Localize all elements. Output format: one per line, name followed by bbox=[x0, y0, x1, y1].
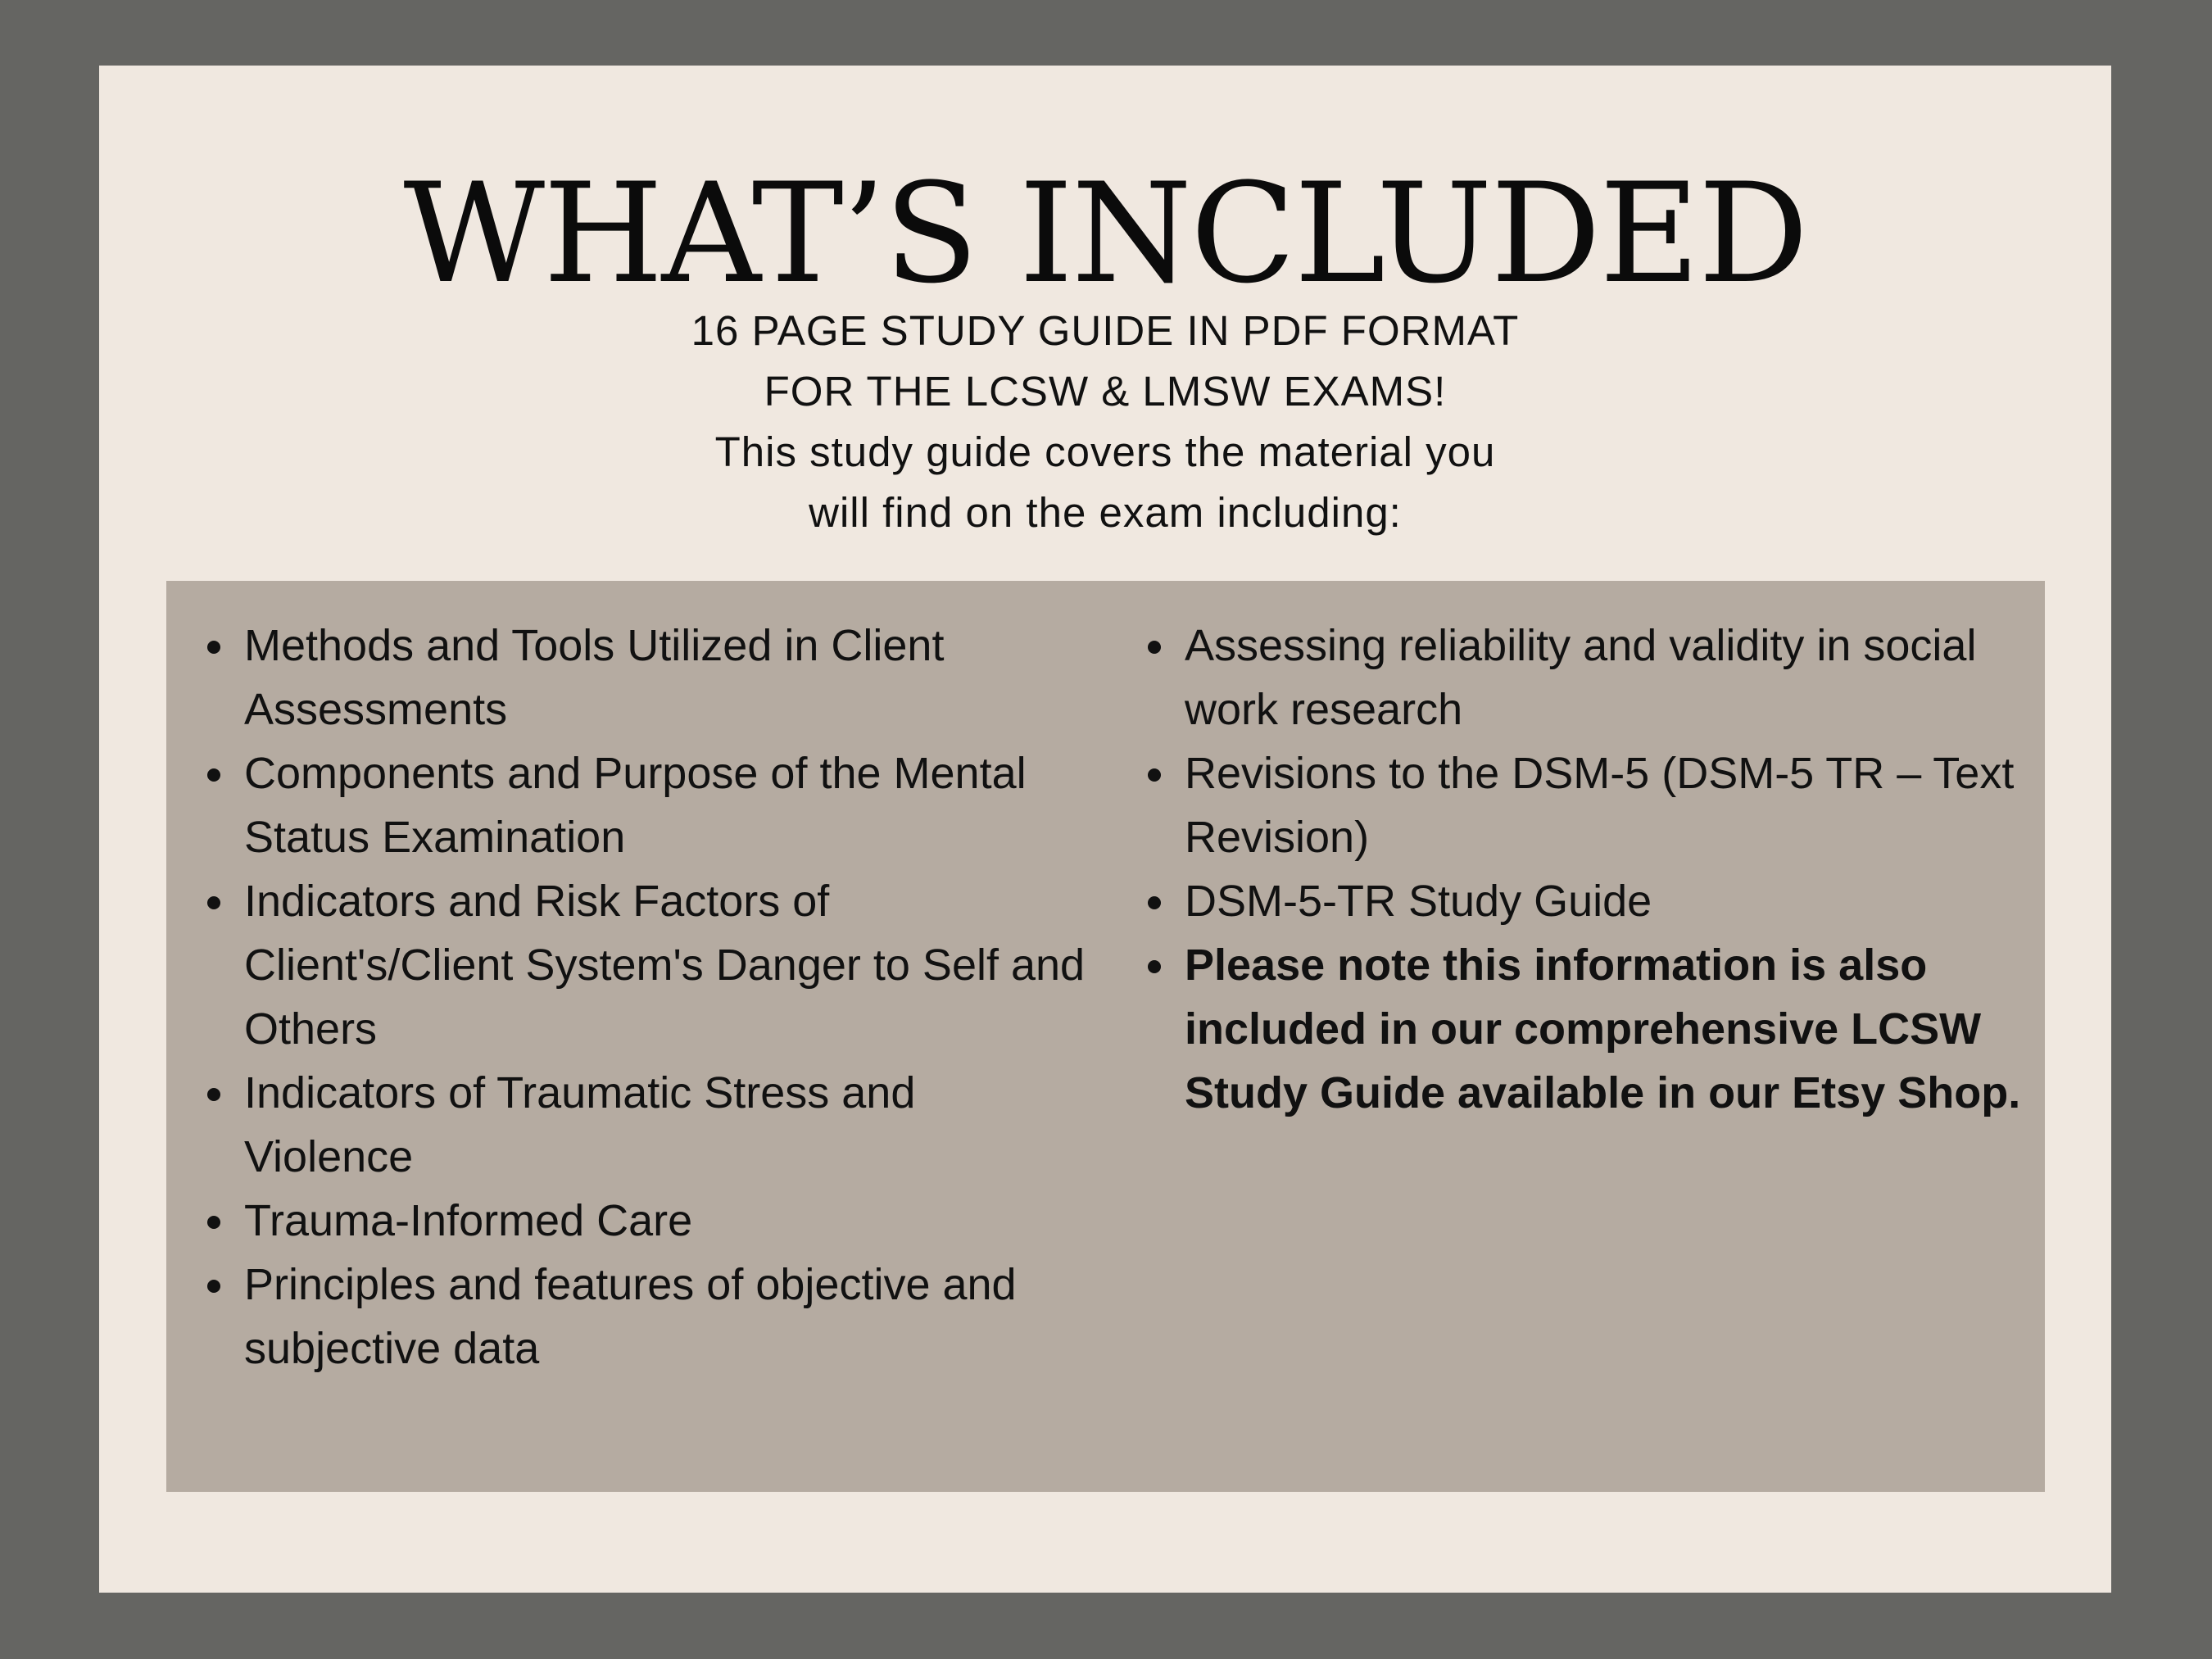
intro-line-4: will find on the exam including: bbox=[809, 489, 1402, 536]
list-item: Indicators and Risk Factors of Client's/Client System's Danger to Self and Others bbox=[244, 869, 1096, 1061]
topics-panel bbox=[166, 581, 2045, 1492]
list-item: Assessing reliability and validity in social work research bbox=[1185, 614, 2028, 741]
list-item: Principles and features of objective and subjective data bbox=[244, 1253, 1096, 1380]
list-item: Indicators of Traumatic Stress and Violence bbox=[244, 1061, 1096, 1189]
intro-line-1: 16 PAGE STUDY GUIDE IN PDF FORMAT bbox=[691, 307, 1520, 354]
topics-list-right bbox=[1185, 614, 2028, 1125]
list-item: Methods and Tools Utilized in Client Assessments bbox=[244, 614, 1096, 741]
intro-line-2: FOR THE LCSW & LMSW EXAMS! bbox=[764, 368, 1447, 415]
list-item: DSM-5-TR Study Guide bbox=[1185, 869, 2028, 933]
page-title: WHAT’S INCLUDED bbox=[403, 153, 1807, 314]
content-card bbox=[99, 66, 2111, 1593]
list-item: Revisions to the DSM-5 (DSM-5 TR – Text Revision) bbox=[1185, 741, 2028, 869]
intro-line-3: This study guide covers the material you bbox=[714, 428, 1496, 475]
intro-text bbox=[99, 301, 2111, 543]
list-item: Components and Purpose of the Mental Status Examination bbox=[244, 741, 1096, 869]
topics-list-left bbox=[244, 614, 1096, 1380]
list-item: Trauma-Informed Care bbox=[244, 1189, 1096, 1253]
etsy-shop-note: Please note this information is also included in our comprehensive LCSW Study Guide available in our Etsy Shop. bbox=[1185, 933, 2028, 1125]
